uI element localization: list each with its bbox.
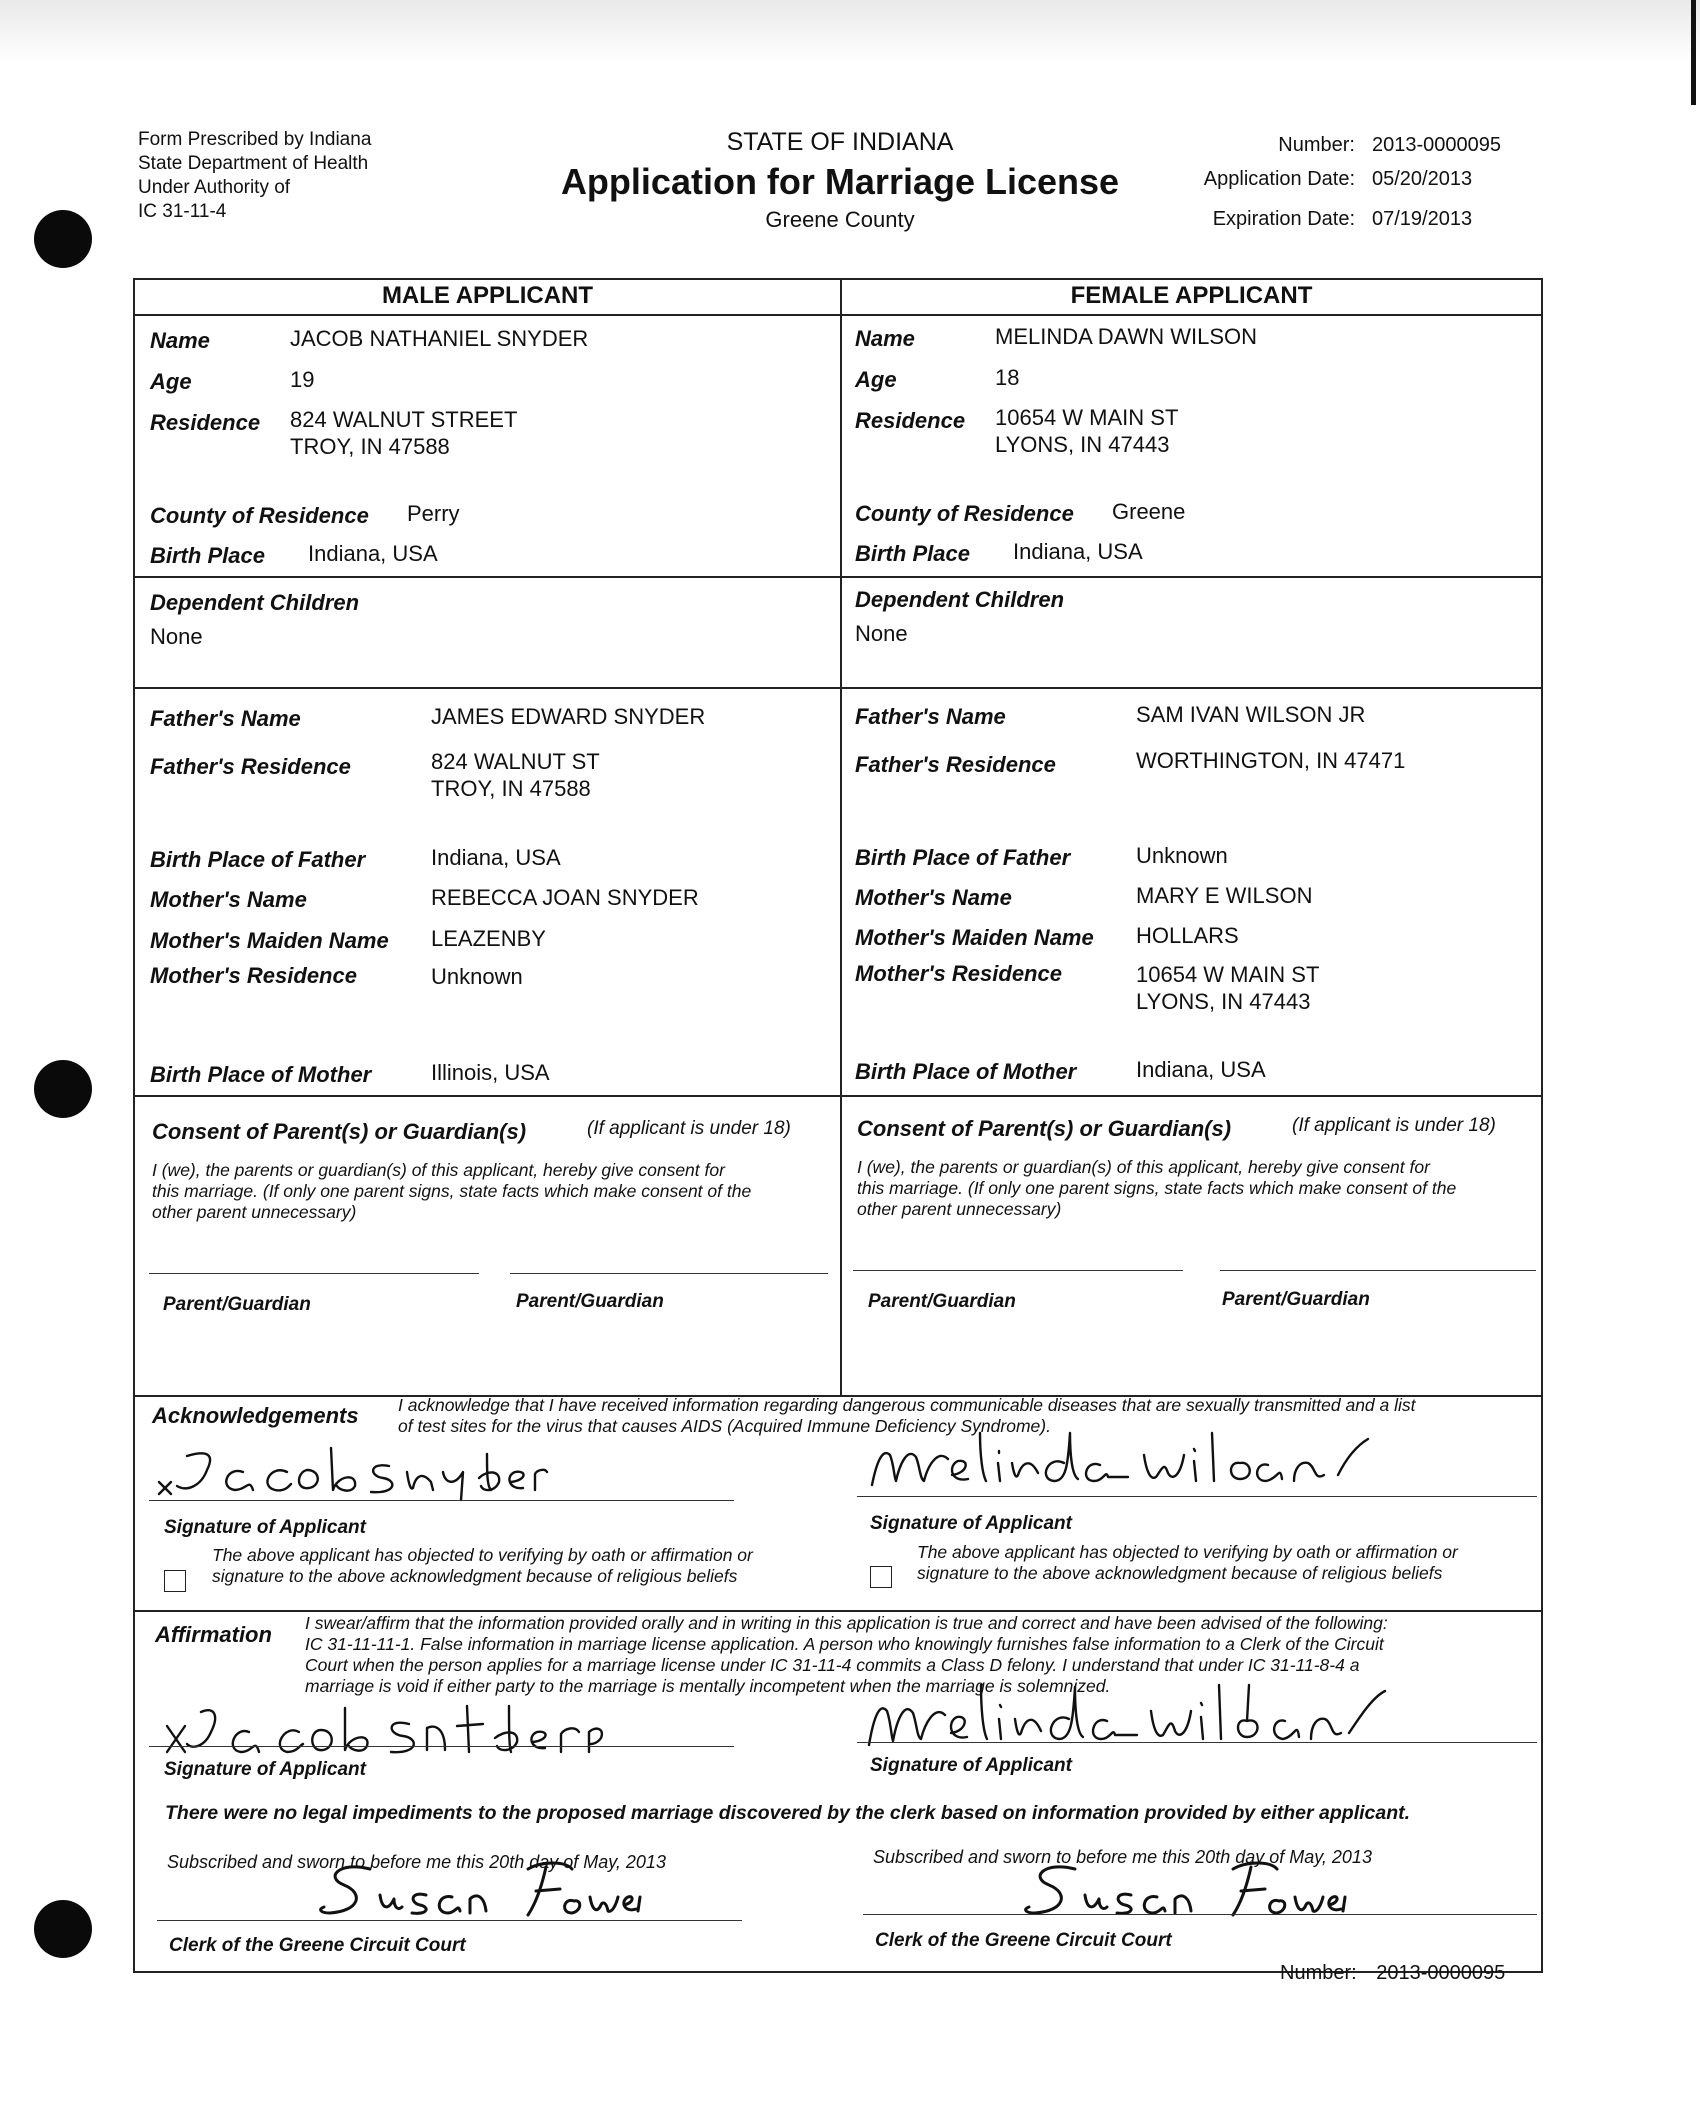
male-mothers-name-value: REBECCA JOAN SNYDER <box>431 885 699 910</box>
application-form <box>133 278 1543 1973</box>
form-title-block <box>540 128 1140 233</box>
male-birth-place-mother-label: Birth Place of Mother <box>150 1062 372 1087</box>
female-residence-line2: LYONS, IN 47443 <box>995 432 1170 457</box>
male-clerk-label: Clerk of the Greene Circuit Court <box>169 1935 466 1956</box>
male-mothers-maiden-value: LEAZENBY <box>431 926 546 951</box>
footer-number-label: Number: <box>1280 1962 1357 1984</box>
objection-text-line: signature to the above acknowledgment because of religious beliefs <box>917 1563 1443 1583</box>
male-age-value: 19 <box>290 367 315 392</box>
male-fathers-residence-line1: 824 WALNUT ST <box>431 749 600 774</box>
number-value: 2013-0000095 <box>1372 134 1502 156</box>
male-dependent-children-value: None <box>150 624 203 649</box>
female-religious-objection-checkbox[interactable] <box>870 1566 892 1588</box>
affirmation-text-line: marriage is void if either party to the marriage is mentally incompetent when the marriage is solemnized. <box>305 1676 1111 1696</box>
expiration-date-value: 07/19/2013 <box>1372 208 1473 230</box>
male-subscribed-text: Subscribed and sworn to before me this 20th day of May, 2013 <box>167 1852 666 1872</box>
male-religious-objection-checkbox[interactable] <box>164 1570 186 1592</box>
male-parent-signature-line-1[interactable] <box>149 1273 479 1274</box>
male-dependent-children-label: Dependent Children <box>150 590 360 615</box>
female-age-label: Age <box>855 367 897 392</box>
male-county-label: County of Residence <box>150 503 369 528</box>
consent-text-line: I (we), the parents or guardian(s) of this applicant, hereby give consent for <box>152 1160 725 1180</box>
female-consent-note: (If applicant is under 18) <box>1292 1115 1496 1136</box>
female-birth-place-father-label: Birth Place of Father <box>855 845 1071 870</box>
male-fathers-residence-label: Father's Residence <box>150 754 351 779</box>
female-mothers-maiden-label: Mother's Maiden Name <box>855 925 1094 950</box>
consent-text-line: this marriage. (If only one parent signs, state facts which make consent of the <box>857 1178 1457 1198</box>
female-fathers-residence-label: Father's Residence <box>855 752 1056 777</box>
female-birth-place-father-value: Unknown <box>1136 843 1228 868</box>
female-birth-place-value: Indiana, USA <box>1013 539 1143 564</box>
form-prescribed-note <box>138 128 371 224</box>
expiration-date-label: Expiration Date: <box>1212 208 1355 230</box>
female-clerk-label: Clerk of the Greene Circuit Court <box>875 1930 1172 1951</box>
male-applicant-heading: MALE APPLICANT <box>381 282 594 309</box>
male-name-value: JACOB NATHANIEL SNYDER <box>290 326 589 351</box>
ack-text-line: I acknowledge that I have received information regarding dangerous communicable diseases that are sexually transmitted and a list <box>398 1395 1416 1415</box>
objection-text-line: The above applicant has objected to verifying by oath or affirmation or <box>917 1542 1458 1562</box>
female-affirmation-signature-label: Signature of Applicant <box>870 1755 1072 1776</box>
punch-hole <box>34 210 92 268</box>
punch-hole <box>34 1900 92 1958</box>
female-parent-guardian-label-2: Parent/Guardian <box>1222 1289 1370 1310</box>
form-title: Application for Marriage License <box>560 161 1120 202</box>
footer-number <box>1280 1962 1505 1985</box>
female-fathers-name-value: SAM IVAN WILSON JR <box>1136 702 1366 727</box>
male-parent-signature-line-2[interactable] <box>510 1273 828 1274</box>
female-mothers-maiden-value: HOLLARS <box>1136 923 1239 948</box>
female-county-value: Greene <box>1112 499 1186 524</box>
male-county-value: Perry <box>407 501 460 526</box>
male-signature-of-applicant-label: Signature of Applicant <box>164 1517 366 1538</box>
male-fathers-residence-line2: TROY, IN 47588 <box>431 776 591 801</box>
female-objection-text <box>917 1542 1527 1584</box>
footer-number-value: 2013-0000095 <box>1376 1962 1506 1984</box>
female-dependent-children-value: None <box>855 621 908 646</box>
county-name: Greene County <box>765 207 915 232</box>
male-consent-text <box>152 1160 832 1223</box>
male-age-label: Age <box>150 369 192 394</box>
female-birth-place-mother-value: Indiana, USA <box>1136 1057 1266 1082</box>
female-signature-of-applicant-label: Signature of Applicant <box>870 1513 1072 1534</box>
female-mothers-residence-label: Mother's Residence <box>855 961 1062 986</box>
objection-text-line: signature to the above acknowledgment because of religious beliefs <box>212 1566 738 1586</box>
prescribed-line: IC 31-11-4 <box>138 201 227 222</box>
female-name-value: MELINDA DAWN WILSON <box>995 324 1257 349</box>
application-date-value: 05/20/2013 <box>1372 168 1473 190</box>
objection-text-line: The above applicant has objected to verifying by oath or affirmation or <box>212 1545 753 1565</box>
female-applicant-signature-affirmation <box>865 1675 1545 1755</box>
male-applicant-signature-affirmation <box>165 1698 625 1758</box>
clerk-signature-male-side <box>310 1855 640 1925</box>
female-parent-signature-line-2[interactable] <box>1220 1270 1536 1271</box>
male-clerk-signature-line[interactable] <box>157 1920 742 1921</box>
female-consent-title: Consent of Parent(s) or Guardian(s) <box>857 1116 1232 1141</box>
male-parent-guardian-label-1: Parent/Guardian <box>163 1294 311 1315</box>
application-date-label: Application Date: <box>1203 168 1355 190</box>
scan-edge-mark <box>1691 0 1696 105</box>
male-consent-title: Consent of Parent(s) or Guardian(s) <box>152 1119 527 1144</box>
male-birth-place-mother-value: Illinois, USA <box>431 1060 550 1085</box>
male-applicant-signature-line[interactable] <box>149 1500 734 1501</box>
female-birth-place-label: Birth Place <box>855 541 970 566</box>
affirmation-text-line: IC 31-11-11-1. False information in marriage license application. A person who knowingly furnishes false information to a Clerk of the Circuit <box>305 1634 1384 1654</box>
female-name-label: Name <box>855 326 915 351</box>
female-applicant-signature-line[interactable] <box>857 1496 1537 1497</box>
female-mothers-name-value: MARY E WILSON <box>1136 883 1313 908</box>
male-fathers-name-label: Father's Name <box>150 706 301 731</box>
male-residence-label: Residence <box>150 410 261 435</box>
affirmation-text-line: Court when the person applies for a marriage license under IC 31-11-4 commits a Class D felony. I understand that under IC 31-11-8-4 a <box>305 1655 1360 1675</box>
consent-text-line: other parent unnecessary) <box>152 1202 357 1222</box>
male-fathers-name-value: JAMES EDWARD SNYDER <box>431 704 706 729</box>
male-affirmation-signature-label: Signature of Applicant <box>164 1759 366 1780</box>
male-affirmation-signature-line[interactable] <box>149 1746 734 1747</box>
prescribed-line: Under Authority of <box>138 177 291 198</box>
scan-shadow <box>0 0 1700 62</box>
female-residence-label: Residence <box>855 408 966 433</box>
female-fathers-residence-line1: WORTHINGTON, IN 47471 <box>1136 748 1406 773</box>
female-age-value: 18 <box>995 365 1020 390</box>
consent-text-line: this marriage. (If only one parent signs, state facts which make consent of the <box>152 1181 752 1201</box>
prescribed-line: Form Prescribed by Indiana <box>138 129 372 150</box>
affirmation-label: Affirmation <box>155 1622 272 1647</box>
affirmation-text-line: I swear/affirm that the information provided orally and in writing in this application is true and correct and have been advised of the following: <box>305 1613 1388 1633</box>
ack-text-line: of test sites for the virus that causes AIDS (Acquired Immune Deficiency Syndrome). <box>398 1416 1051 1436</box>
male-consent-note: (If applicant is under 18) <box>587 1118 791 1139</box>
female-birth-place-mother-label: Birth Place of Mother <box>855 1059 1077 1084</box>
male-mothers-name-label: Mother's Name <box>150 887 307 912</box>
number-label: Number: <box>1278 134 1355 156</box>
female-mothers-residence-line2: LYONS, IN 47443 <box>1136 989 1311 1014</box>
male-mothers-residence-line1: Unknown <box>431 964 523 989</box>
female-parent-signature-line-1[interactable] <box>853 1270 1183 1271</box>
male-birth-place-value: Indiana, USA <box>308 541 438 566</box>
male-name-label: Name <box>150 328 210 353</box>
female-fathers-name-label: Father's Name <box>855 704 1006 729</box>
male-objection-text <box>212 1545 812 1587</box>
female-applicant-heading: FEMALE APPLICANT <box>1070 282 1313 309</box>
female-mothers-residence-line1: 10654 W MAIN ST <box>1136 962 1320 987</box>
male-residence-line2: TROY, IN 47588 <box>290 434 450 459</box>
male-applicant-signature-ack <box>157 1442 547 1502</box>
female-residence-line1: 10654 W MAIN ST <box>995 405 1179 430</box>
female-mothers-name-label: Mother's Name <box>855 885 1012 910</box>
female-subscribed-text: Subscribed and sworn to before me this 20th day of May, 2013 <box>873 1847 1372 1867</box>
male-mothers-maiden-label: Mother's Maiden Name <box>150 928 389 953</box>
consent-text-line: other parent unnecessary) <box>857 1199 1062 1219</box>
female-clerk-signature-line[interactable] <box>863 1914 1537 1915</box>
consent-text-line: I (we), the parents or guardian(s) of this applicant, hereby give consent for <box>857 1157 1430 1177</box>
female-parent-guardian-label-1: Parent/Guardian <box>868 1291 1016 1312</box>
male-birth-place-father-value: Indiana, USA <box>431 845 561 870</box>
no-impediments-statement: There were no legal impediments to the proposed marriage discovered by the clerk based on information provided by either applicant. <box>165 1802 1411 1824</box>
male-parent-guardian-label-2: Parent/Guardian <box>516 1291 664 1312</box>
male-birth-place-label: Birth Place <box>150 543 265 568</box>
prescribed-line: State Department of Health <box>138 153 369 174</box>
state-name: STATE OF INDIANA <box>726 128 954 156</box>
female-dependent-children-label: Dependent Children <box>855 587 1065 612</box>
female-county-label: County of Residence <box>855 501 1074 526</box>
female-applicant-signature-ack <box>868 1425 1548 1505</box>
female-consent-text <box>857 1157 1537 1220</box>
acknowledgements-label: Acknowledgements <box>152 1403 359 1428</box>
male-mothers-residence-label: Mother's Residence <box>150 963 357 988</box>
punch-hole <box>34 1060 92 1118</box>
female-affirmation-signature-line[interactable] <box>857 1742 1537 1743</box>
male-birth-place-father-label: Birth Place of Father <box>150 847 366 872</box>
male-residence-line1: 824 WALNUT STREET <box>290 407 518 432</box>
